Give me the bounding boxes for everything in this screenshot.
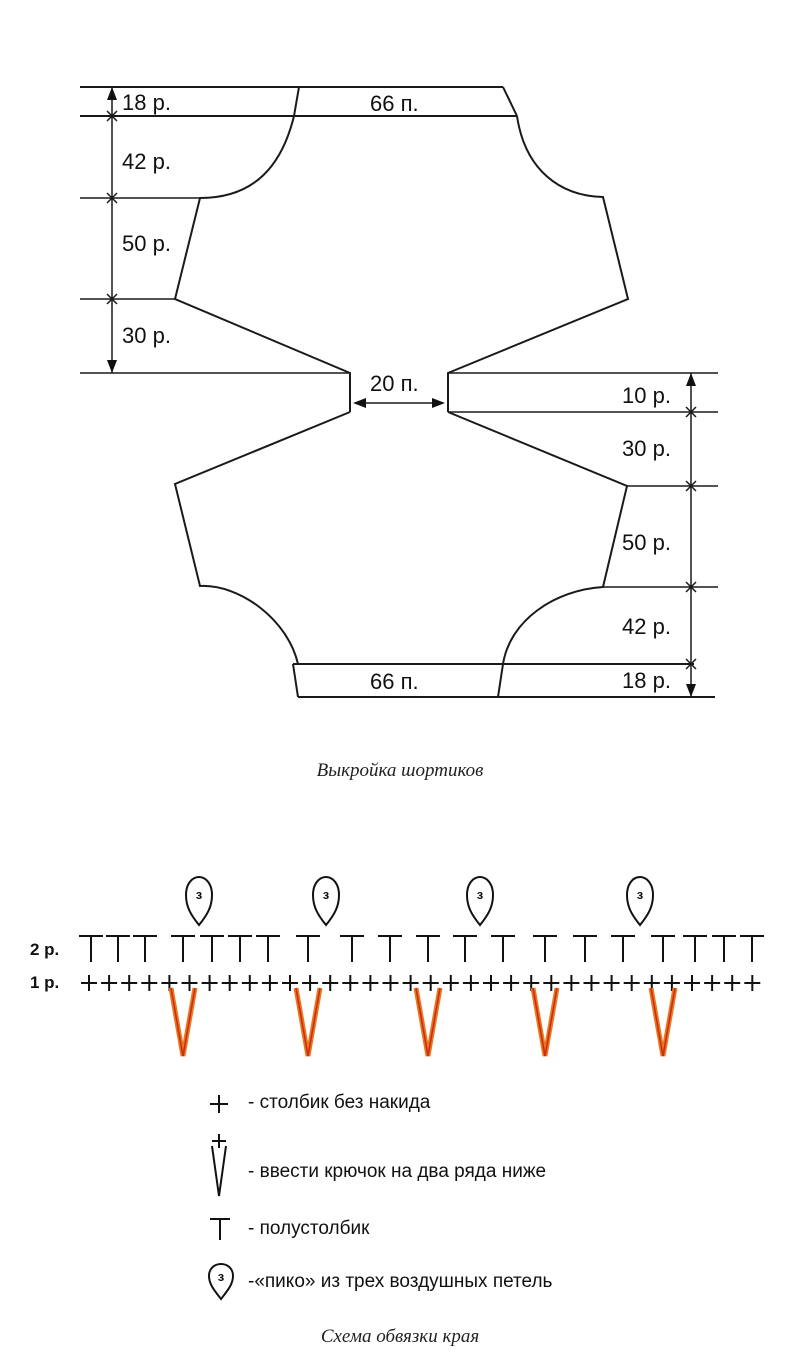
pico-symbol-icon [209, 1264, 233, 1299]
hdc-stitch [378, 936, 402, 962]
spike-symbol-icon [212, 1134, 226, 1196]
bottom-piece-outline [175, 412, 627, 664]
hdc-stitch [740, 936, 764, 962]
sc-stitch [604, 975, 620, 991]
sc-stitch [302, 975, 318, 991]
row2-hdc-symbols [79, 936, 764, 962]
sc-stitch [463, 975, 479, 991]
shorts-pattern [80, 87, 718, 781]
hdc-stitch [256, 936, 280, 962]
hdc-stitch [611, 936, 635, 962]
spike-stitch [171, 988, 195, 1056]
sc-stitch [704, 975, 720, 991]
hdc-symbol-icon [210, 1219, 230, 1240]
left-18-rows-label: 18 р. [122, 90, 171, 115]
hdc-stitch [651, 936, 675, 962]
legend [209, 1092, 553, 1299]
sc-stitch [222, 975, 238, 991]
sc-stitch [242, 975, 258, 991]
row2-label: 2 р. [30, 940, 60, 959]
hdc-stitch [133, 936, 157, 962]
hdc-stitch [171, 936, 195, 962]
pico-stitch [467, 877, 493, 925]
sc-stitch [101, 975, 117, 991]
left-30-rows-label: 30 р. [122, 323, 171, 348]
legend-sc-text: - столбик без накида [248, 1092, 431, 1113]
right-dimension-line [686, 373, 696, 697]
bottom-width-label: 66 п. [370, 669, 419, 694]
sc-stitch [563, 975, 579, 991]
right-30-rows-label: 30 р. [622, 436, 671, 461]
sc-stitch [262, 975, 278, 991]
svg-text:з: з [217, 1269, 225, 1284]
sc-stitch [684, 975, 700, 991]
sc-stitch [342, 975, 358, 991]
hdc-stitch [200, 936, 224, 962]
sc-stitch [362, 975, 378, 991]
hdc-stitch [533, 936, 557, 962]
spike-stitch [296, 988, 320, 1056]
top-piece-outline [175, 116, 628, 412]
right-18-rows-label: 18 р. [622, 668, 671, 693]
sc-symbol-icon [210, 1095, 228, 1113]
hdc-stitch [453, 936, 477, 962]
pico-stitch [313, 877, 339, 925]
crotch-width-arrow [353, 398, 445, 408]
sc-stitch [121, 975, 137, 991]
sc-stitch [724, 975, 740, 991]
hdc-stitch [683, 936, 707, 962]
svg-text:з: з [476, 887, 484, 902]
sc-stitch [503, 975, 519, 991]
sc-stitch [383, 975, 399, 991]
row1-label: 1 р. [30, 973, 60, 992]
spike-stitch [416, 988, 440, 1056]
legend-spike-text: - ввести крючок на два ряда ниже [248, 1161, 547, 1182]
top-width-label: 66 п. [370, 91, 419, 116]
sc-stitch [202, 975, 218, 991]
svg-text:з: з [636, 887, 644, 902]
sc-stitch [624, 975, 640, 991]
pico-symbols [186, 877, 653, 925]
hdc-stitch [491, 936, 515, 962]
hdc-stitch [79, 936, 103, 962]
hdc-stitch [340, 936, 364, 962]
hdc-stitch [416, 936, 440, 962]
left-42-rows-label: 42 р. [122, 149, 171, 174]
pico-stitch [186, 877, 212, 925]
sc-stitch [81, 975, 97, 991]
hdc-stitch [228, 936, 252, 962]
svg-text:з: з [195, 887, 203, 902]
pico-stitch [627, 877, 653, 925]
right-10-rows-label: 10 р. [622, 383, 671, 408]
left-50-rows-label: 50 р. [122, 231, 171, 256]
sc-stitch [423, 975, 439, 991]
sc-stitch [141, 975, 157, 991]
row1-sc-symbols [81, 975, 760, 991]
sc-stitch [584, 975, 600, 991]
sc-stitch [664, 975, 680, 991]
hdc-stitch [106, 936, 130, 962]
hdc-stitch [573, 936, 597, 962]
sc-stitch [744, 975, 760, 991]
hdc-stitch [712, 936, 736, 962]
hdc-stitch [296, 936, 320, 962]
chart-caption: Схема обвязки края [320, 1326, 480, 1347]
right-50-rows-label: 50 р. [622, 530, 671, 555]
legend-hdc-text: - полустолбик [248, 1218, 370, 1239]
sc-stitch [443, 975, 459, 991]
sc-stitch [322, 975, 338, 991]
spike-stitch-symbols [171, 988, 675, 1056]
left-dimension-line [107, 87, 117, 373]
right-42-rows-label: 42 р. [622, 614, 671, 639]
spike-stitch [651, 988, 675, 1056]
legend-pico-text: -«пико» из трех воздушных петель [248, 1271, 553, 1292]
sc-stitch [483, 975, 499, 991]
crotch-width-label: 20 п. [370, 371, 419, 396]
pattern-caption: Выкройка шортиков [316, 760, 484, 781]
svg-text:з: з [322, 887, 330, 902]
spike-stitch [533, 988, 557, 1056]
